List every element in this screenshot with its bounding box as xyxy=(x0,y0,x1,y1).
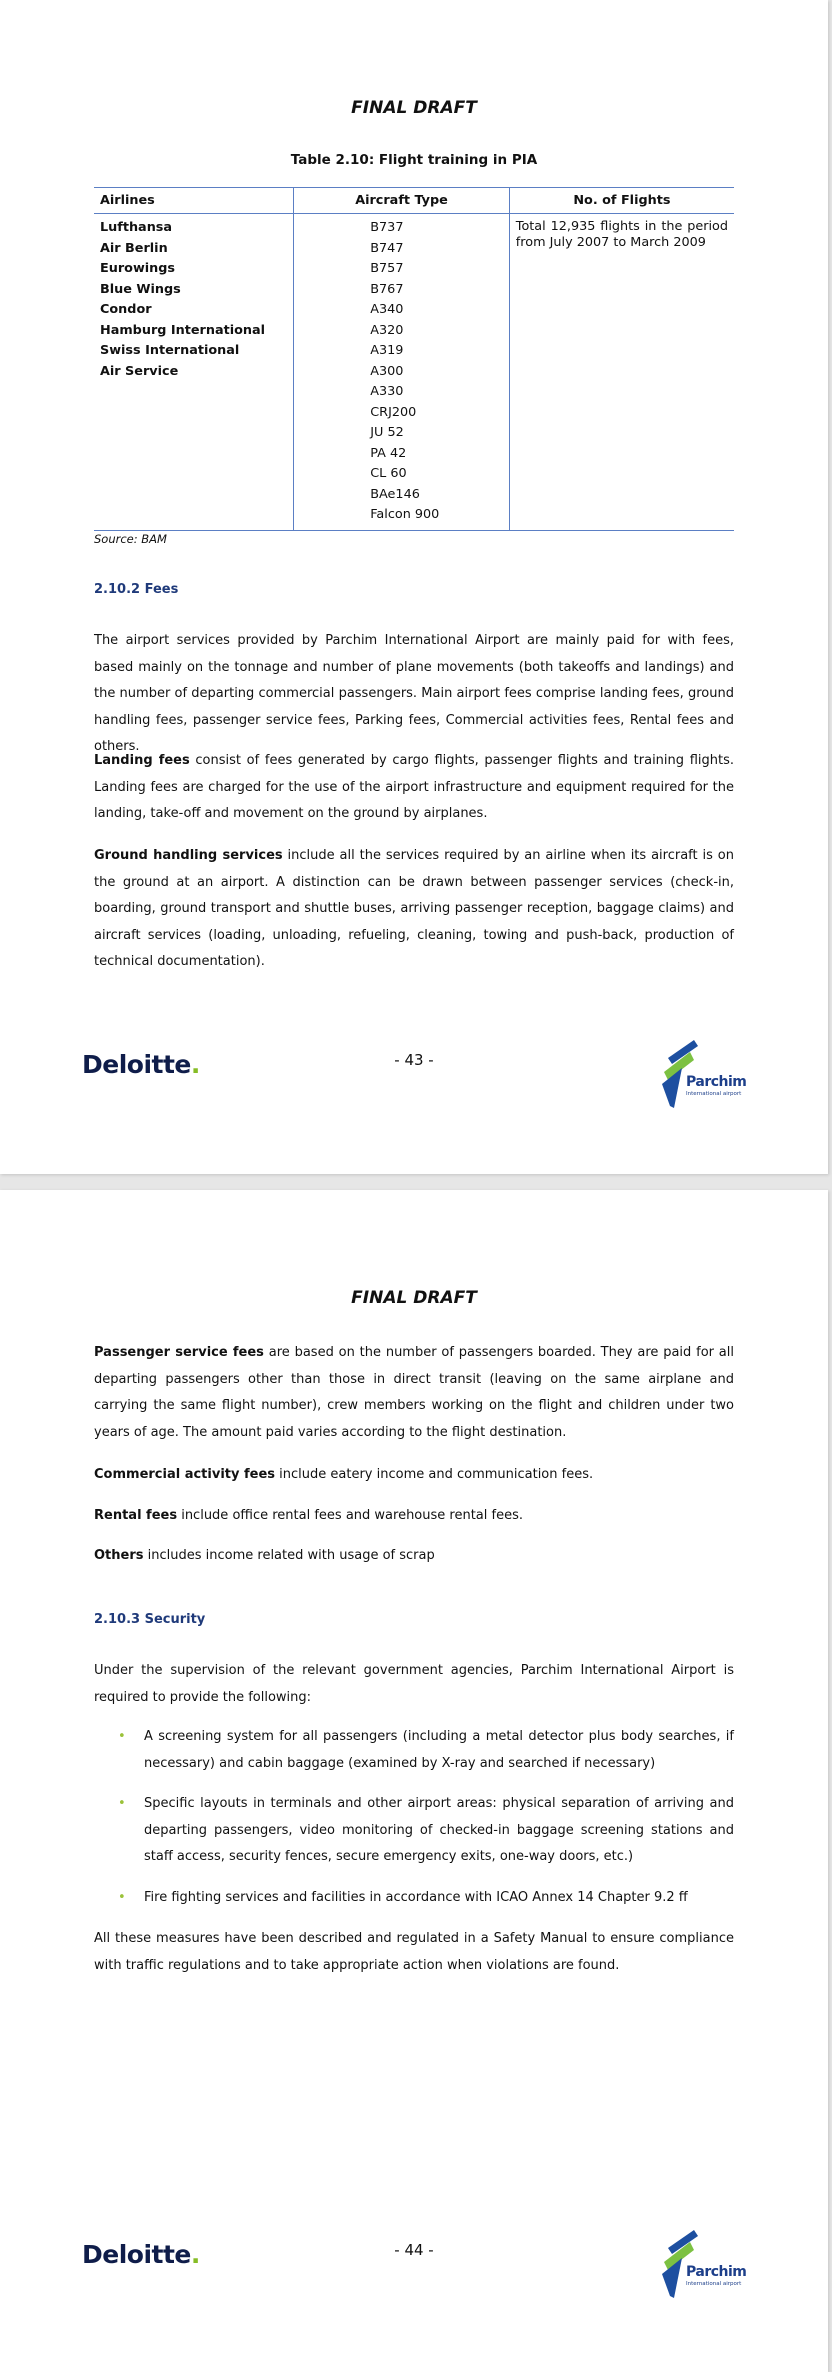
passenger-service-text: are based on the number of passengers boarded. They are paid for all departing passengers other than those in direct transit (leaving on the same airplane and carrying the same flight number), crew members working on the flight and children under two years of age. The amount paid varies according to the flight destination. xyxy=(94,1345,734,1440)
commercial-activity-term: Commercial activity fees xyxy=(94,1467,276,1482)
table-title: Table 2.10: Flight training in PIA xyxy=(290,152,538,168)
commercial-activity-text: include eatery income and communication fees. xyxy=(275,1467,594,1482)
airline-name: Swiss International xyxy=(100,343,240,358)
security-bullet-list xyxy=(94,1724,734,1911)
table-row xyxy=(94,214,734,531)
landing-fees-text: consist of fees generated by cargo flights, passenger flights and training flights. Landing fees are charged for the use of the airport infrastructure and equipment required for the landing, take-off and movement on the ground by airplanes. xyxy=(94,753,734,821)
aircraft-type: A340 xyxy=(370,302,404,317)
airline-name: Eurowings xyxy=(100,261,176,276)
aircraft-type: CL 60 xyxy=(370,466,407,481)
aircraft-type: BAe146 xyxy=(370,486,420,502)
airline-name: Air Service xyxy=(100,363,179,379)
airline-name: Condor xyxy=(100,302,152,317)
aircraft-type: B767 xyxy=(370,281,404,297)
parchim-airport-logo xyxy=(658,1040,747,1110)
ground-handling-paragraph xyxy=(94,843,734,976)
flights-cell xyxy=(509,214,734,531)
airline-name: Lufthansa xyxy=(100,220,173,235)
list-item: • Specific layouts in terminals and other airport areas: physical separation of arriving and departing passengers, video monitoring of checked-in baggage screening stations and staff access, security fences, secure emergency exits, one-way doors, etc.) xyxy=(94,1791,734,1871)
passenger-service-paragraph xyxy=(94,1340,734,1446)
header-airlines: Airlines xyxy=(94,188,294,214)
page-43 xyxy=(0,0,828,1174)
list-item: • A screening system for all passengers (including a metal detector plus body searches, if necessary) and cabin baggage (examined by X-ray and searched if necessary) xyxy=(94,1724,734,1777)
page-number: - 44 - xyxy=(394,2241,434,2259)
passenger-service-term: Passenger service fees xyxy=(94,1345,264,1360)
section-heading-security: 2.10.3 Security xyxy=(94,1612,206,1627)
aircraft-type: B747 xyxy=(370,240,404,256)
aircraft-type: A330 xyxy=(370,384,404,399)
bullet-icon: • xyxy=(118,1889,126,1905)
aircraft-cell xyxy=(294,214,510,531)
deloitte-logo: Deloitte. xyxy=(82,2240,200,2269)
logo-subtext: International airport xyxy=(686,2281,742,2287)
final-draft-header: FINAL DRAFT xyxy=(351,98,477,118)
list-item: • Fire fighting services and facilities in accordance with ICAO Annex 14 Chapter 9.2 ff xyxy=(94,1885,734,1912)
flight-training-table xyxy=(94,187,734,531)
rental-fees-text: include office rental fees and warehouse rental fees. xyxy=(177,1508,523,1523)
security-intro-paragraph: Under the supervision of the relevant government agencies, Parchim International Airport is required to provide the following: xyxy=(94,1663,734,1705)
closing-paragraph: All these measures have been described and regulated in a Safety Manual to ensure compliance with traffic regulations and to take appropriate action when violations are found. xyxy=(94,1931,734,1973)
aircraft-type: CRJ200 xyxy=(370,404,417,420)
others-paragraph xyxy=(94,1543,734,1570)
others-term: Others xyxy=(94,1548,144,1563)
page-number: - 43 - xyxy=(394,1051,434,1069)
ground-handling-text: include all the services required by an airline when its aircraft is on the ground at an airport. A distinction can be drawn between passenger services (check-in, boarding, ground transport and shuttle buses, arriving passenger reception, baggage claims) and aircraft services (loading, unloading, refueling, cleaning, towing and push-back, production of technical documentation). xyxy=(94,848,734,969)
aircraft-type: B757 xyxy=(370,261,404,276)
final-draft-header: FINAL DRAFT xyxy=(351,1288,477,1308)
airline-name: Blue Wings xyxy=(100,281,181,297)
ground-handling-term: Ground handling services xyxy=(94,848,283,863)
others-text: includes income related with usage of scrap xyxy=(143,1548,435,1563)
logo-text: Parchim xyxy=(686,2264,747,2280)
page-44 xyxy=(0,1190,828,2372)
aircraft-type: PA 42 xyxy=(370,445,407,461)
aircraft-type: A320 xyxy=(370,322,404,338)
bullet-icon: • xyxy=(118,1796,126,1811)
landing-fees-term: Landing fees xyxy=(94,753,190,768)
commercial-activity-paragraph xyxy=(94,1462,734,1489)
header-aircraft-type: Aircraft Type xyxy=(294,188,510,214)
logo-text: Parchim xyxy=(686,1074,747,1090)
rental-fees-term: Rental fees xyxy=(94,1508,178,1523)
deloitte-logo: Deloitte. xyxy=(82,1050,200,1079)
aircraft-type: B737 xyxy=(370,220,404,235)
aircraft-type: A319 xyxy=(370,343,404,358)
logo-subtext: International airport xyxy=(686,1091,742,1097)
aircraft-type: A300 xyxy=(370,363,404,379)
aircraft-type: Falcon 900 xyxy=(370,507,440,522)
header-no-of-flights: No. of Flights xyxy=(509,188,734,214)
table-source: Source: BAM xyxy=(94,532,167,546)
landing-fees-paragraph xyxy=(94,748,734,828)
airlines-cell xyxy=(94,214,294,531)
flights-total: Total 12,935 flights in the period from July 2007 to March 2009 xyxy=(515,219,728,250)
section-heading-fees: 2.10.2 Fees xyxy=(94,582,179,597)
rental-fees-paragraph xyxy=(94,1503,734,1530)
bullet-icon: • xyxy=(118,1729,126,1744)
parchim-airport-logo xyxy=(658,2230,747,2300)
airline-name: Hamburg International xyxy=(100,322,266,338)
fees-intro-paragraph: The airport services provided by Parchim International Airport are mainly paid for with fees, based mainly on the tonnage and number of plane movements (both takeoffs and landings) and the number of departing commercial passengers. Main airport fees comprise landing fees, ground handling fees, passenger service fees, Parking fees, Commercial activities fees, Rental fees and others. xyxy=(94,633,734,754)
aircraft-type: JU 52 xyxy=(370,425,404,440)
airline-name: Air Berlin xyxy=(100,240,168,256)
